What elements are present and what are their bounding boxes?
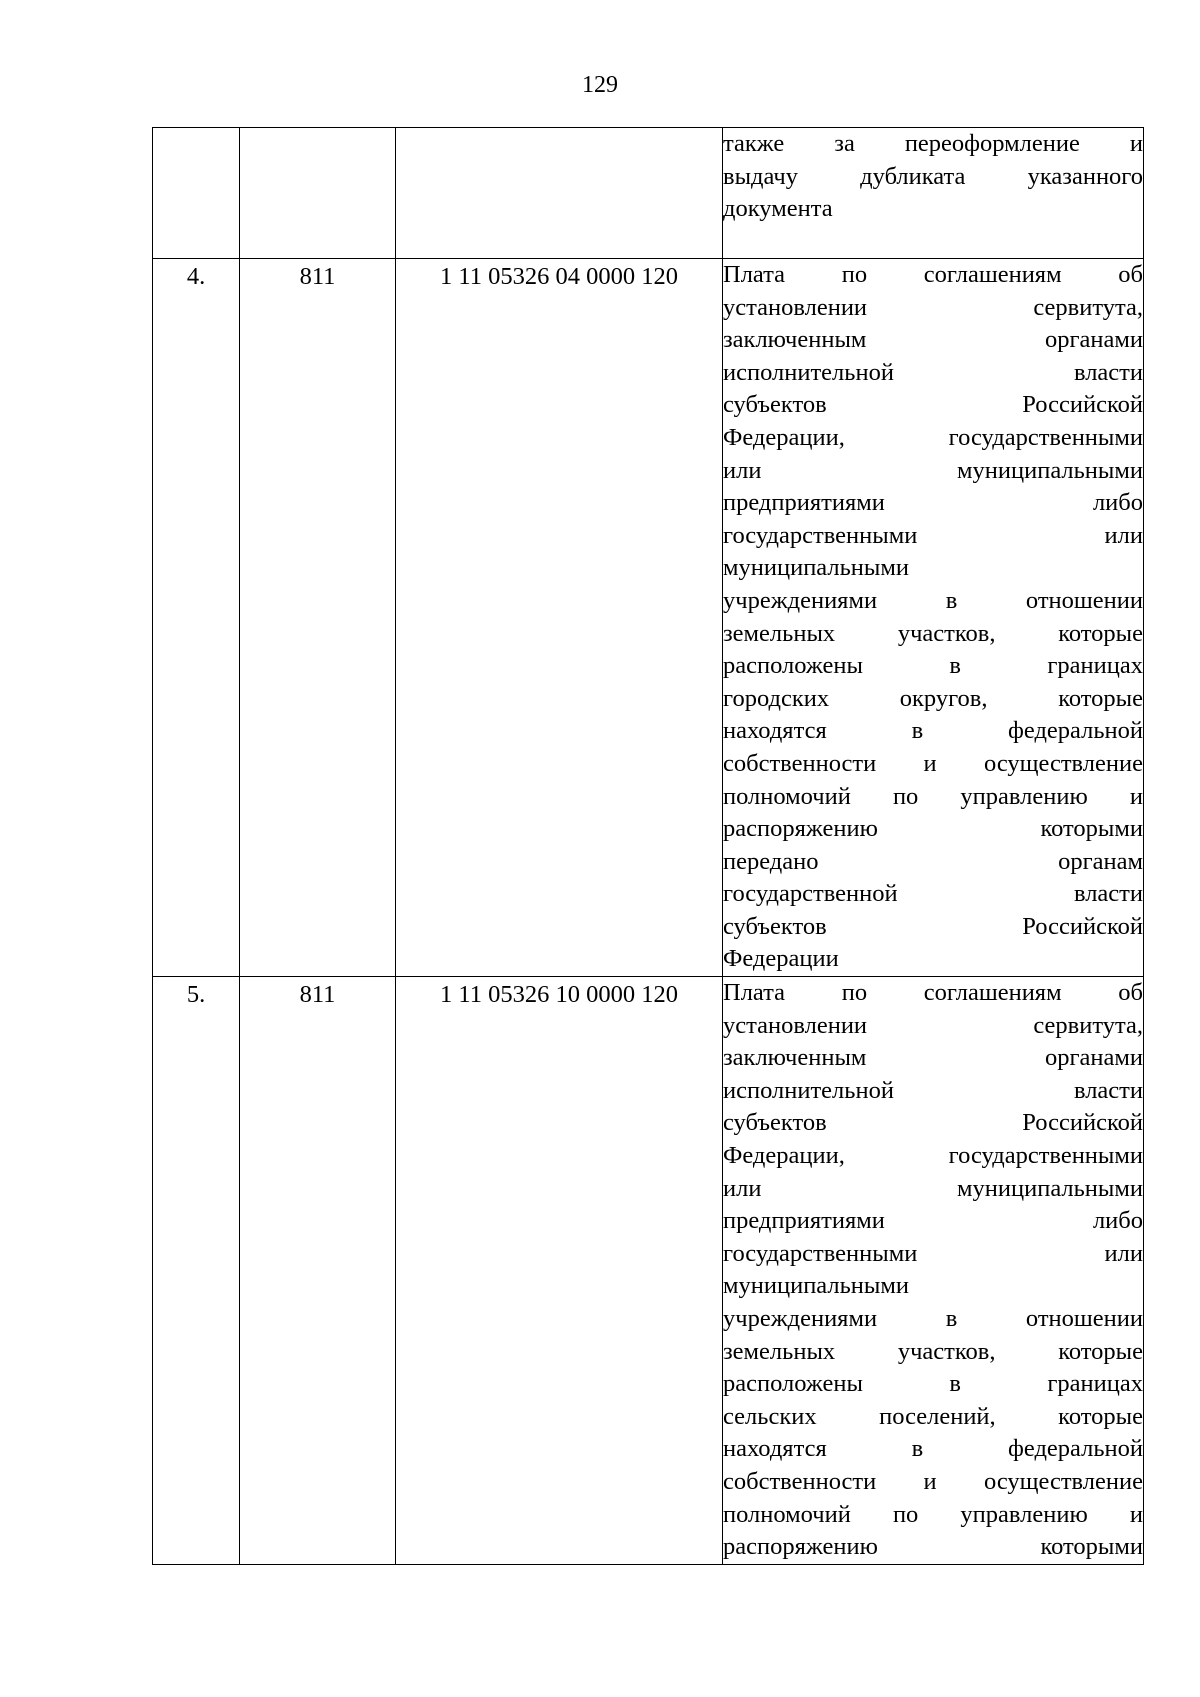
admin-code: 811 xyxy=(299,981,336,1009)
description-line: находятся в федеральной xyxy=(723,1435,1143,1463)
description-line: расположены в границах xyxy=(723,652,1143,680)
description-line: субъектов Российской xyxy=(723,1109,1143,1137)
description-cell xyxy=(723,128,1144,259)
description-line: распоряжению которыми xyxy=(723,1533,1143,1561)
row-number-cell xyxy=(153,259,240,977)
description-line: учреждениями в отношении xyxy=(723,1305,1143,1332)
description-line: муниципальными xyxy=(723,1272,909,1300)
page-number: 129 xyxy=(582,72,618,98)
description-line: исполнительной власти xyxy=(723,1076,1143,1104)
kbk-code: 1 11 05326 04 0000 120 xyxy=(440,263,678,290)
description-line: субъектов Российской xyxy=(723,912,1143,940)
description-line: документа xyxy=(723,195,833,223)
kbk-code-cell xyxy=(396,259,723,977)
admin-code-cell xyxy=(240,128,396,259)
table-row xyxy=(153,977,1144,1565)
description-line: собственности и осуществление xyxy=(723,749,1143,777)
description-cell xyxy=(723,259,1144,977)
description-line: распоряжению которыми xyxy=(723,815,1143,843)
row-number-cell xyxy=(153,128,240,259)
description-line: предприятиями либо xyxy=(723,489,1143,517)
kbk-code: 1 11 05326 10 0000 120 xyxy=(440,981,678,1009)
admin-code: 811 xyxy=(299,263,336,290)
row-number: 4. xyxy=(186,263,206,290)
revenue-codes-table xyxy=(152,127,1144,1565)
description-line: Плата по соглашениям об xyxy=(723,979,1143,1007)
description-line: расположены в границах xyxy=(723,1370,1143,1398)
kbk-code-cell xyxy=(396,128,723,259)
description-line: также за переоформление и xyxy=(723,130,1143,157)
description-line: или муниципальными xyxy=(723,456,1143,484)
description-line: Федерации xyxy=(723,945,839,973)
description-line: муниципальными xyxy=(723,554,909,582)
description-line: собственности и осуществление xyxy=(723,1467,1143,1495)
description-line: субъектов Российской xyxy=(723,391,1143,419)
description-line: государственными или xyxy=(723,1239,1143,1267)
row-number xyxy=(153,128,239,130)
description-line: или муниципальными xyxy=(723,1174,1143,1202)
description-line: полномочий по управлению и xyxy=(723,1500,1143,1528)
description-line: установлении сервитута, xyxy=(723,293,1143,321)
table-row xyxy=(153,259,1144,977)
description-line: Федерации, государственными xyxy=(723,1142,1143,1170)
description-line: находятся в федеральной xyxy=(723,717,1143,745)
description-line: передано органам xyxy=(723,847,1143,875)
description-line: городских округов, которые xyxy=(723,684,1143,712)
table-row xyxy=(153,128,1144,259)
description-line: земельных участков, которые xyxy=(723,619,1143,647)
kbk-code-cell xyxy=(396,977,723,1565)
description-line: предприятиями либо xyxy=(723,1207,1143,1235)
description-line: сельских поселений, которые xyxy=(723,1402,1143,1430)
row-number-cell xyxy=(153,977,240,1565)
row-number: 5. xyxy=(186,981,206,1009)
admin-code-cell xyxy=(240,977,396,1565)
description-line: полномочий по управлению и xyxy=(723,782,1143,810)
description-line: Плата по соглашениям об xyxy=(723,261,1143,288)
description-line: государственной власти xyxy=(723,880,1143,908)
description-line: учреждениями в отношении xyxy=(723,586,1143,614)
kbk-code xyxy=(396,128,722,130)
description-line: заключенным органами xyxy=(723,1044,1143,1072)
description-cell xyxy=(723,977,1144,1565)
description-line: исполнительной власти xyxy=(723,358,1143,386)
admin-code xyxy=(240,128,395,130)
admin-code-cell xyxy=(240,259,396,977)
description-line: Федерации, государственными xyxy=(723,423,1143,451)
description-line: государственными или xyxy=(723,521,1143,549)
description-line: выдачу дубликата указанного xyxy=(723,162,1143,190)
description-line: земельных участков, которые xyxy=(723,1337,1143,1365)
description-line: установлении сервитута, xyxy=(723,1011,1143,1039)
description-line: заключенным органами xyxy=(723,326,1143,354)
